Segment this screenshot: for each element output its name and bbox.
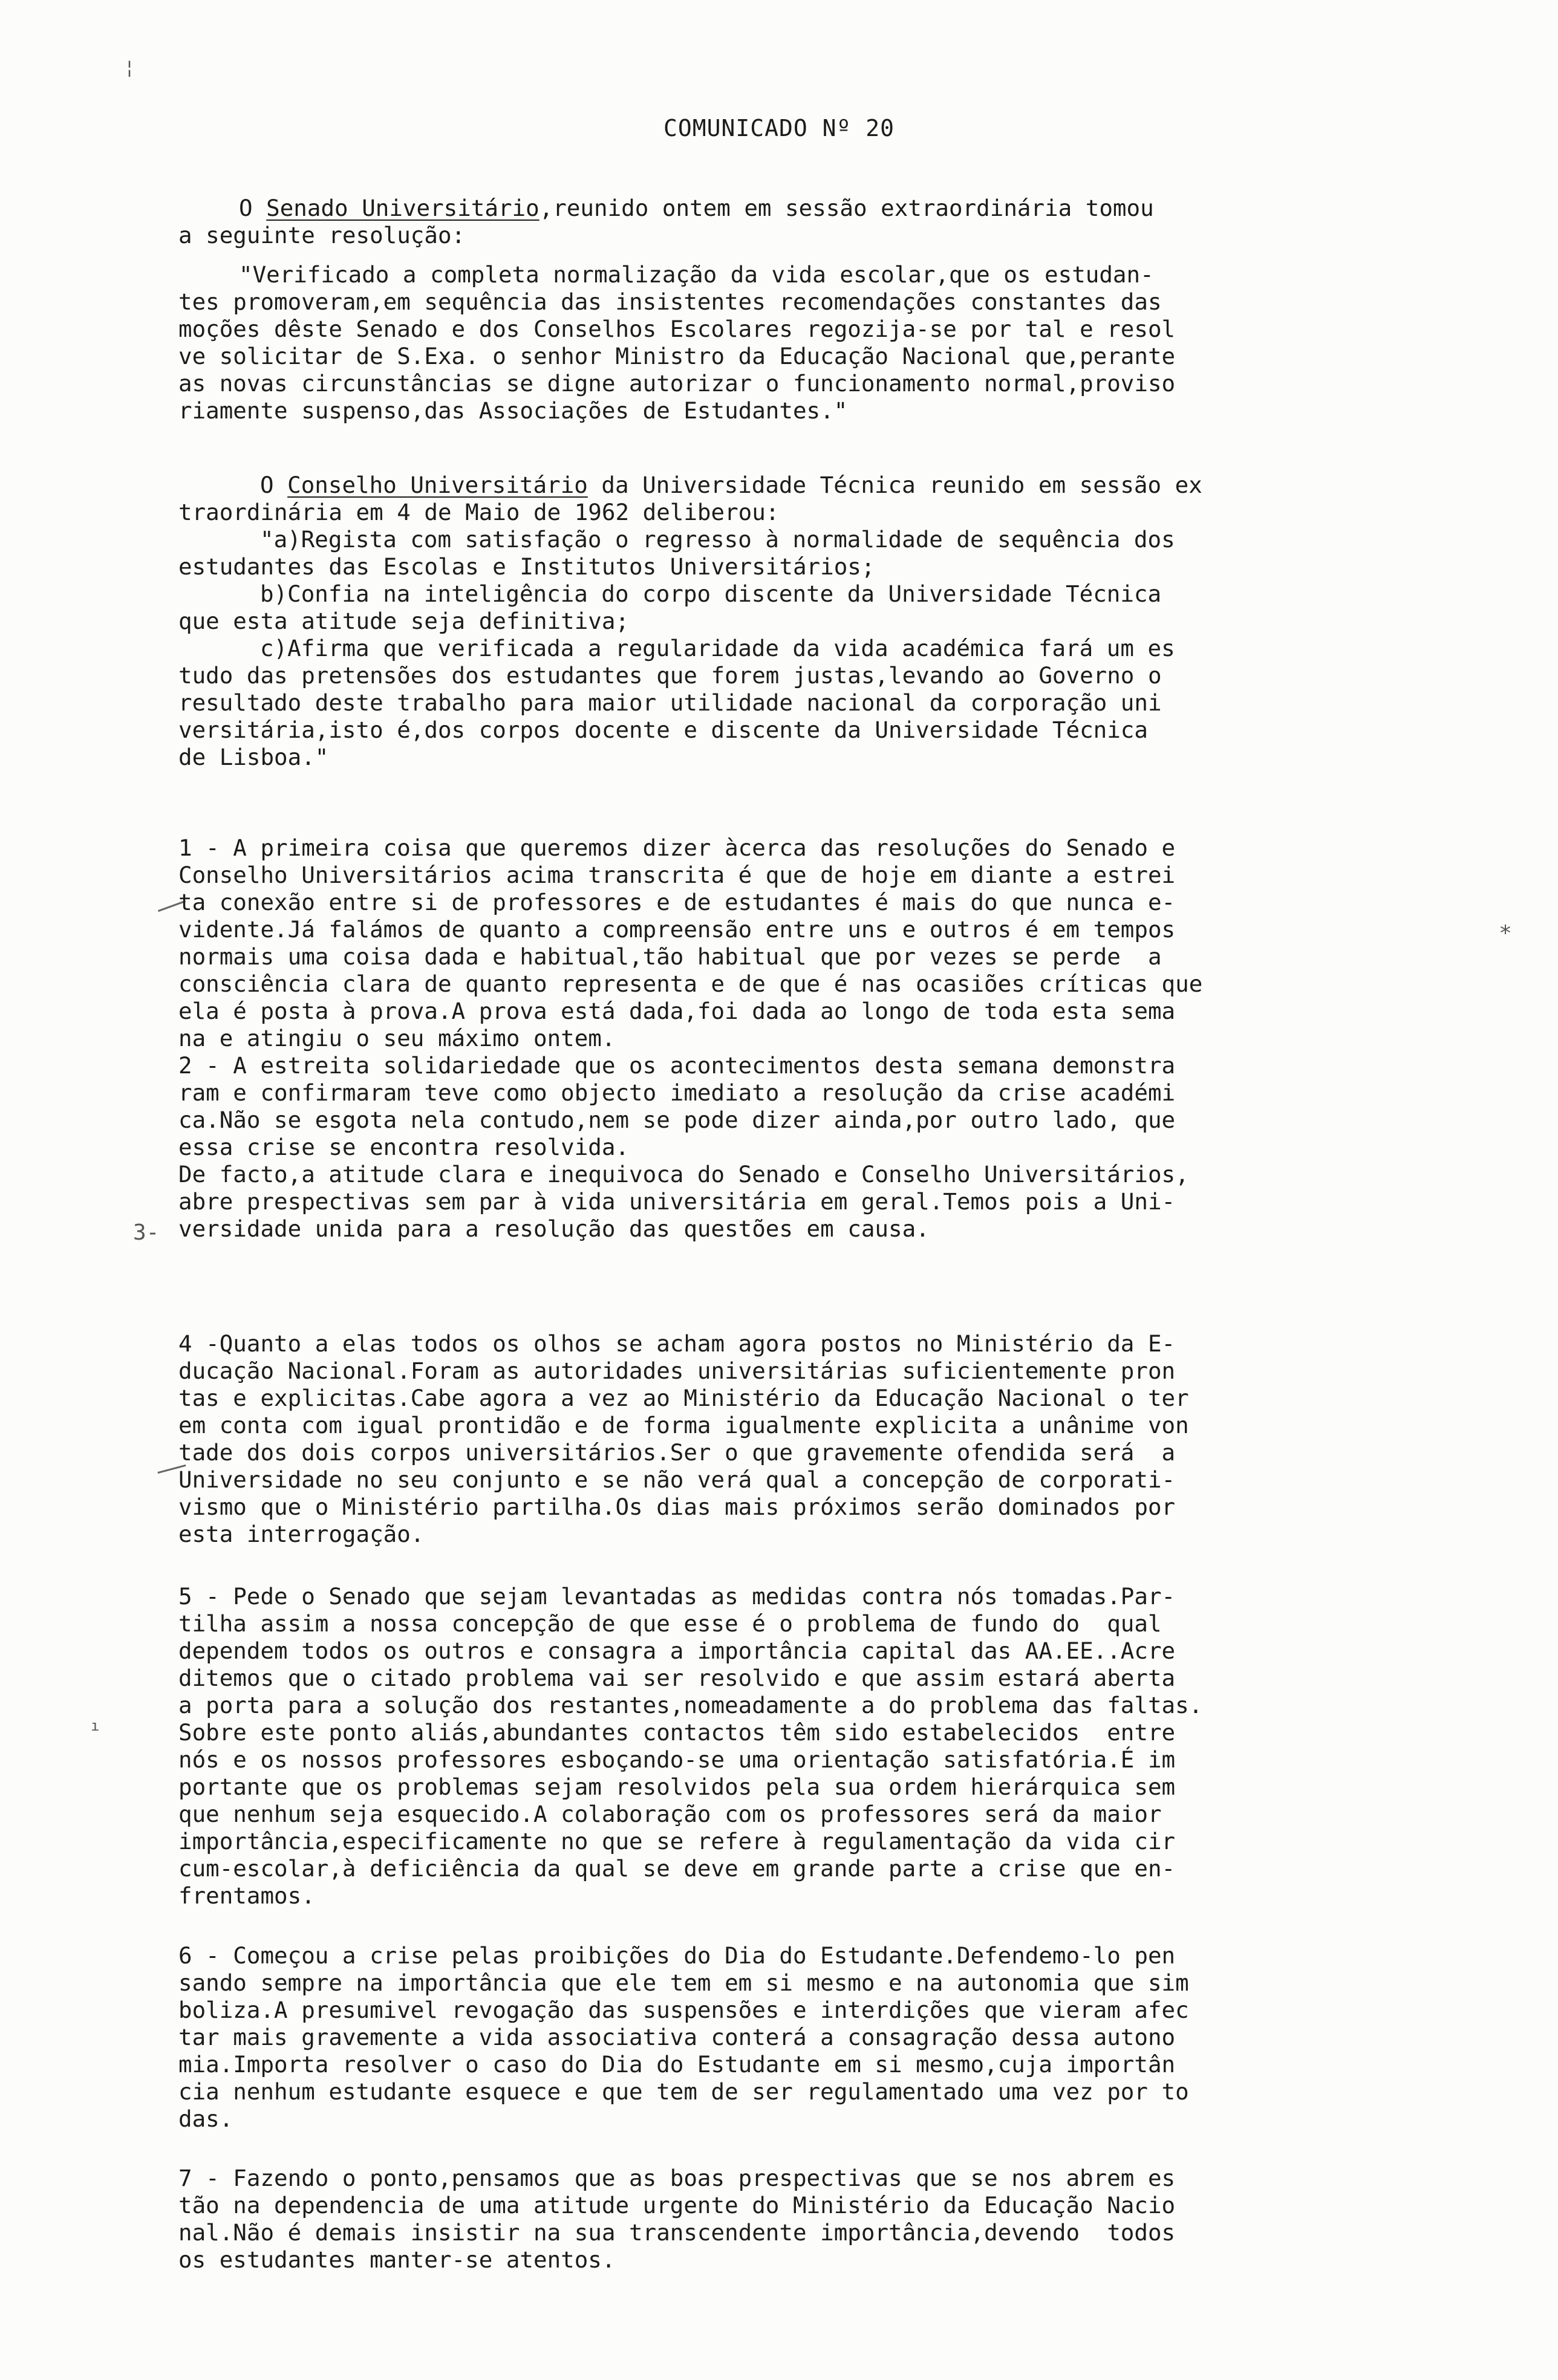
conselho-resolution bbox=[178, 472, 1412, 771]
text-line: "Verificado a completa normalização da vida escolar,que os estudan- bbox=[239, 261, 1154, 288]
text-line: 2 - A estreita solidariedade que os acontecimentos desta semana demonstra bbox=[178, 1052, 1176, 1079]
text-line: traordinária em 4 de Maio de 1962 deliberou: bbox=[178, 499, 780, 525]
text-line: Conselho Universitários acima transcrita é que de hoje em diante a estrei bbox=[178, 862, 1176, 888]
text-line: ta conexão entre si de professores e de estudantes é mais do que nunca e- bbox=[178, 889, 1176, 915]
text-line: que nenhum seja esquecido.A colaboração com os professores será da maior bbox=[178, 1801, 1162, 1827]
text-line: mia.Importa resolver o caso do Dia do Estudante em si mesmo,cuja importân bbox=[178, 2051, 1176, 2078]
text-line: a porta para a solução dos restantes,nomeadamente a do problema das faltas. bbox=[178, 1692, 1203, 1718]
text-line: vismo que o Ministério partilha.Os dias mais próximos serão dominados por bbox=[178, 1494, 1176, 1520]
text-line: cia nenhum estudante esquece e que tem de ser regulamentado uma vez por to bbox=[178, 2078, 1189, 2105]
point-7 bbox=[178, 2165, 1412, 2274]
text-line: O Senado Universitário,reunido ontem em sessão extraordinária tomou bbox=[239, 195, 1154, 221]
text-line: 4 -Quanto a elas todos os olhos se acham agora postos no Ministério da E- bbox=[178, 1330, 1176, 1357]
text-line: portante que os problemas sejam resolvidos pela sua ordem hierárquica sem bbox=[178, 1774, 1176, 1800]
text-line: 7 - Fazendo o ponto,pensamos que as boas prespectivas que se nos abrem es bbox=[178, 2165, 1176, 2191]
text-line: ditemos que o citado problema vai ser resolvido e que assim estará aberta bbox=[178, 1665, 1176, 1691]
text-line: tar mais gravemente a vida associativa conterá a consagração dessa autono bbox=[178, 2024, 1176, 2050]
text-line: consciência clara de quanto representa e de que é nas ocasiões críticas que bbox=[178, 971, 1203, 997]
text-line: tas e explicitas.Cabe agora a vez ao Ministério da Educação Nacional o ter bbox=[178, 1385, 1189, 1411]
scan-mark: ı bbox=[91, 1717, 100, 1734]
text-line: resultado deste trabalho para maior utilidade nacional da corporação uni bbox=[178, 689, 1162, 716]
text-line: a seguinte resolução: bbox=[178, 222, 466, 249]
text-line: frentamos. bbox=[178, 1882, 315, 1909]
text-line: dependem todos os outros e consagra a importância capital das AA.EE..Acre bbox=[178, 1637, 1176, 1664]
text-line: vidente.Já falámos de quanto a compreensão entre uns e outros é em tempos bbox=[178, 916, 1176, 943]
text-line: versitária,isto é,dos corpos docente e discente da Universidade Técnica bbox=[178, 717, 1148, 743]
text-line: sando sempre na importância que ele tem em si mesmo e na autonomia que sim bbox=[178, 1969, 1189, 1996]
text-line: Universidade no seu conjunto e se não verá qual a concepção de corporati- bbox=[178, 1466, 1176, 1493]
point-5 bbox=[178, 1583, 1412, 1910]
text-line: boliza.A presumivel revogação das suspensões e interdições que vieram afec bbox=[178, 1997, 1189, 2023]
scan-mark: ⁎ bbox=[1500, 914, 1511, 939]
text-line: 5 - Pede o Senado que sejam levantadas as medidas contra nós tomadas.Par- bbox=[178, 1583, 1176, 1610]
text-line bbox=[178, 249, 1412, 261]
text-line: tilha assim a nossa concepção de que esse é o problema de fundo do qual bbox=[178, 1610, 1162, 1637]
senado-resolution bbox=[178, 195, 1412, 424]
text-line: das. bbox=[178, 2105, 233, 2132]
text-line: normais uma coisa dada e habitual,tão habitual que por vezes se perde a bbox=[178, 943, 1162, 970]
text-line: riamente suspenso,das Associações de Estudantes." bbox=[178, 397, 848, 424]
text-line: tade dos dois corpos universitários.Ser o que gravemente ofendida será a bbox=[178, 1439, 1176, 1466]
text-line: as novas circunstâncias se digne autorizar o funcionamento normal,proviso bbox=[178, 370, 1176, 397]
text-line: c)Afirma que verificada a regularidade da vida académica fará um es bbox=[260, 635, 1175, 662]
text-line: tudo das pretensões dos estudantes que forem justas,levando ao Governo o bbox=[178, 662, 1162, 689]
points-1-3 bbox=[178, 834, 1412, 1243]
text-line: ducação Nacional.Foram as autoridades universitárias suficientemente pron bbox=[178, 1357, 1176, 1384]
text-line: ela é posta à prova.A prova está dada,foi dada ao longo de toda esta sema bbox=[178, 998, 1176, 1024]
text-line: cum-escolar,à deficiência da qual se deve em grande parte a crise que en- bbox=[178, 1855, 1176, 1882]
text-line: abre prespectivas sem par à vida universitária em geral.Temos pois a Uni- bbox=[178, 1188, 1176, 1215]
text-line: importância,especificamente no que se refere à regulamentação da vida cir bbox=[178, 1828, 1176, 1855]
text-line: nós e os nossos professores esboçando-se uma orientação satisfatória.É im bbox=[178, 1746, 1176, 1773]
text-line: essa crise se encontra resolvida. bbox=[178, 1134, 630, 1160]
text-line: ve solicitar de S.Exa. o senhor Ministro da Educação Nacional que,perante bbox=[178, 343, 1176, 369]
text-line: versidade unida para a resolução das questões em causa. bbox=[178, 1215, 930, 1242]
margin-mark: 3- bbox=[133, 1220, 160, 1245]
text-line: os estudantes manter-se atentos. bbox=[178, 2246, 616, 2273]
text-line: 6 - Começou a crise pelas proibições do Dia do Estudante.Defendemo-lo pen bbox=[178, 1942, 1176, 1969]
text-line: moções dêste Senado e dos Conselhos Escolares regozija-se por tal e resol bbox=[178, 316, 1176, 342]
text-line: Sobre este ponto aliás,abundantes contactos têm sido estabelecidos entre bbox=[178, 1719, 1176, 1746]
text-line: de Lisboa." bbox=[178, 744, 329, 770]
text-line: que esta atitude seja definitiva; bbox=[178, 608, 630, 634]
point-6 bbox=[178, 1942, 1412, 2133]
text-line: ram e confirmaram teve como objecto imediato a resolução da crise académi bbox=[178, 1079, 1176, 1106]
text-line: ca.Não se esgota nela contudo,nem se pode dizer ainda,por outro lado, que bbox=[178, 1107, 1176, 1133]
text-line: estudantes das Escolas e Institutos Universitários; bbox=[178, 553, 875, 580]
text-line: O Conselho Universitário da Universidade Técnica reunido em sessão ex bbox=[260, 472, 1202, 498]
text-line: b)Confia na inteligência do corpo discente da Universidade Técnica bbox=[260, 580, 1162, 607]
text-line: 1 - A primeira coisa que queremos dizer àcerca das resoluções do Senado e bbox=[178, 834, 1176, 861]
text-line: tão na dependencia de uma atitude urgente do Ministério da Educação Nacio bbox=[178, 2192, 1176, 2219]
document-title: COMUNICADO Nº 20 bbox=[663, 115, 895, 141]
point-4 bbox=[178, 1330, 1412, 1548]
text-line: na e atingiu o seu máximo ontem. bbox=[178, 1025, 616, 1052]
scan-mark: ¦ bbox=[124, 57, 135, 79]
text-line: De facto,a atitude clara e inequivoca do Senado e Conselho Universitários, bbox=[178, 1161, 1189, 1188]
text-line: esta interrogação. bbox=[178, 1521, 425, 1547]
text-line: em conta com igual prontidão e de forma igualmente explicita a unânime von bbox=[178, 1412, 1189, 1439]
text-line: tes promoveram,em sequência das insistentes recomendações constantes das bbox=[178, 288, 1162, 315]
text-line: "a)Regista com satisfação o regresso à normalidade de sequência dos bbox=[260, 526, 1175, 553]
text-line: nal.Não é demais insistir na sua transcendente importância,devendo todos bbox=[178, 2219, 1176, 2246]
